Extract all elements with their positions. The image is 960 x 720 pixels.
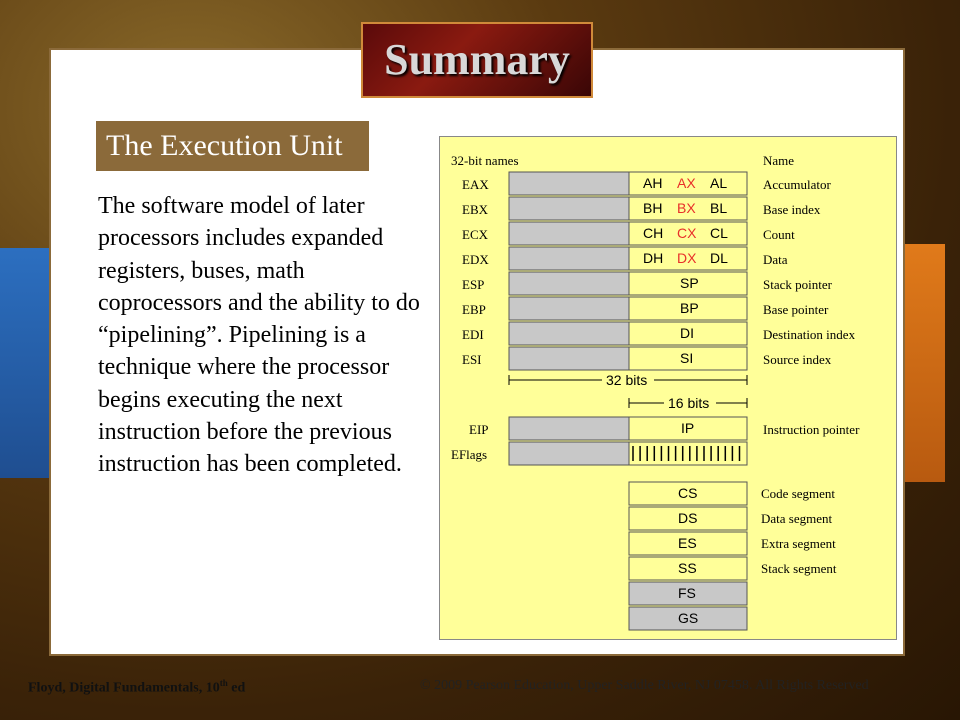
register-upper-eax — [509, 172, 629, 195]
register-upper-eip — [509, 417, 629, 440]
footer-credit — [28, 678, 245, 697]
register-low-al: AL — [710, 175, 728, 191]
register-desc-ecx: Count — [763, 227, 795, 242]
register-low-cl: CL — [710, 225, 728, 241]
register-upper-edi — [509, 322, 629, 345]
section-subtitle: The Execution Unit — [96, 121, 369, 171]
segment-label-ds: DS — [678, 510, 698, 526]
register-diagram-svg — [440, 137, 898, 641]
arrow-16bits-label: 16 bits — [668, 395, 710, 411]
segment-label-es: ES — [678, 535, 697, 551]
register-desc-edx: Data — [763, 252, 788, 267]
segment-label-cs: CS — [678, 485, 698, 501]
register-label-bp: BP — [680, 300, 699, 316]
segment-label-gs: GS — [678, 610, 699, 626]
segment-desc-cs: Code segment — [761, 486, 836, 501]
register-upper-edx — [509, 247, 629, 270]
register-name-ecx: ECX — [462, 227, 488, 242]
register-name-eax: EAX — [462, 177, 489, 192]
footer-credit-sup: th — [219, 678, 228, 688]
register-desc-edi: Destination index — [763, 327, 856, 342]
register-low-dl: DL — [710, 250, 728, 266]
register-name-edi: EDI — [462, 327, 484, 342]
segment-label-ss: SS — [678, 560, 697, 576]
register-name-ebx: EBX — [462, 202, 488, 217]
register-desc-eax: Accumulator — [763, 177, 831, 192]
register-high-ah: AH — [643, 175, 663, 191]
segment-desc-ds: Data segment — [761, 511, 833, 526]
header-name: Name — [763, 153, 795, 168]
register-label-ip: IP — [681, 420, 695, 436]
register-upper-ebx — [509, 197, 629, 220]
header-32bit-names: 32-bit names — [451, 153, 519, 168]
page-title: Summary — [384, 35, 570, 84]
register-desc-esi: Source index — [763, 352, 832, 367]
background-right-band — [905, 244, 945, 482]
background-left-band — [0, 248, 49, 478]
register-label-sp: SP — [680, 275, 699, 291]
segment-label-fs: FS — [678, 585, 696, 601]
register-desc-esp: Stack pointer — [763, 277, 832, 292]
footer-copyright: © 2009 Pearson Education, Upper Saddle River, NJ 07458. All Rights Reserved — [420, 678, 869, 693]
register-high-ch: CH — [643, 225, 664, 241]
segment-desc-ss: Stack segment — [761, 561, 837, 576]
register-low-bl: BL — [710, 200, 728, 216]
register-high-dh: DH — [643, 250, 664, 266]
register-mid-dx: DX — [677, 250, 697, 266]
register-diagram — [439, 136, 897, 640]
arrow-32bits-label: 32 bits — [606, 372, 648, 388]
register-mid-ax: AX — [677, 175, 696, 191]
register-name-eip: EIP — [469, 422, 489, 437]
footer-credit-text: Floyd, Digital Fundamentals, 10 — [28, 680, 220, 696]
register-upper-esi — [509, 347, 629, 370]
footer-credit-tail: ed — [227, 680, 246, 696]
register-name-eflags: EFlags — [451, 447, 488, 462]
register-mid-bx: BX — [677, 200, 696, 216]
register-name-ebp: EBP — [462, 302, 486, 317]
register-upper-ecx — [509, 222, 629, 245]
body-paragraph: The software model of later processors includes expanded registers, buses, math coprocessors and the ability to do “pipelining”. Pipelining is a technique where the processor begins executing the next instruction before the previous instruction has been completed. — [98, 193, 420, 478]
register-mid-cx: CX — [677, 225, 697, 241]
segment-desc-es: Extra segment — [761, 536, 836, 551]
register-name-esi: ESI — [462, 352, 482, 367]
register-upper-eflags — [509, 442, 629, 465]
register-label-di: DI — [680, 325, 694, 341]
register-desc-ebp: Base pointer — [763, 302, 829, 317]
title-banner — [361, 22, 593, 98]
register-upper-esp — [509, 272, 629, 295]
register-name-esp: ESP — [462, 277, 485, 292]
register-upper-ebp — [509, 297, 629, 320]
register-desc-ebx: Base index — [763, 202, 821, 217]
register-high-bh: BH — [643, 200, 663, 216]
register-label-si: SI — [680, 350, 694, 366]
register-desc-eip: Instruction pointer — [763, 422, 860, 437]
register-name-edx: EDX — [462, 252, 489, 267]
